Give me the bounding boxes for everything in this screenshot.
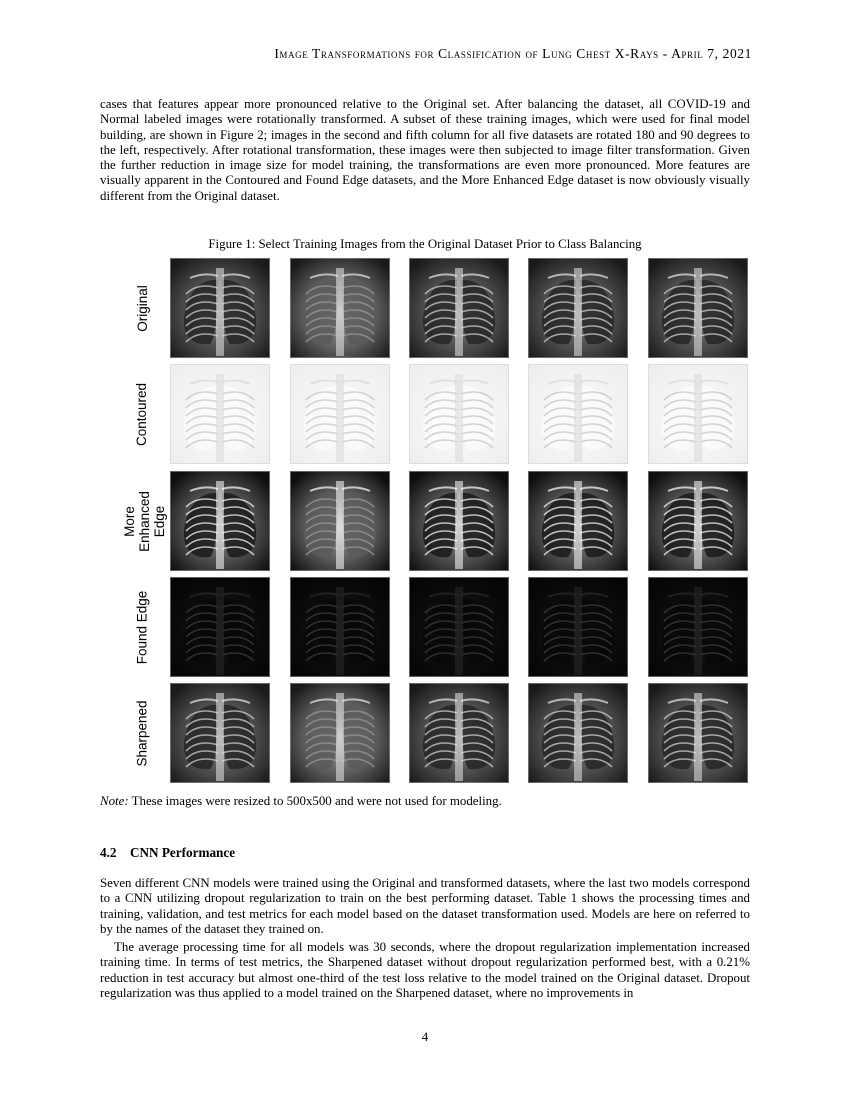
row-label-text: Contoured xyxy=(134,382,150,446)
xray-image-original-3 xyxy=(409,258,509,358)
xray-image-enhanced-3 xyxy=(409,471,509,571)
xray-image-found-1 xyxy=(170,577,270,677)
figure-caption: Figure 1: Select Training Images from the Original Dataset Prior to Class Balancing xyxy=(208,237,642,251)
xray-image-sharpened-4 xyxy=(528,683,628,783)
paragraph-2: Seven different CNN models were trained using the Original and transformed datasets, where the last two models correspond to a CNN utilizing dropout regularization to train on the best performing dataset. Table 1 shows the processing times and training, validation, and test metrics for each model based on the dataset transformation used. Models are here on referred to by the names of the dataset they trained on. xyxy=(100,876,750,936)
row-label-found xyxy=(132,577,152,677)
row-label-text: Original xyxy=(134,284,150,332)
row-label-text: More Enhanced Edge xyxy=(121,490,167,552)
xray-image-found-3 xyxy=(409,577,509,677)
row-label-original xyxy=(132,258,152,358)
xray-image-contoured-5 xyxy=(648,364,748,464)
xray-image-sharpened-3 xyxy=(409,683,509,783)
note-label: Note: xyxy=(100,794,129,808)
row-label-text: Sharpened xyxy=(134,699,150,767)
paragraph-1: cases that features appear more pronounced relative to the Original set. After balancing the dataset, all COVID-19 and Normal labeled images were rotationally transformed. A subset of these training images, which were used for final model building, are shown in Figure 2; images in the second and fifth column for all five datasets are rotated 180 and 90 degrees to the left, respectively. After rotational transformation, these images were then subjected to image filter transformation. Given the further reduction in image size for model training, the transformations are even more pronounced. More features are visually apparent in the Contoured and Found Edge datasets, and the More Enhanced Edge dataset is now obviously visually different from the Original dataset. xyxy=(100,97,750,203)
xray-image-original-5 xyxy=(648,258,748,358)
xray-image-contoured-2 xyxy=(290,364,390,464)
xray-image-contoured-4 xyxy=(528,364,628,464)
running-header: Image Transformations for Classification of Lung Chest X-Rays - April 7, 2021 xyxy=(274,46,752,61)
page-number: 4 xyxy=(421,1030,429,1044)
row-label-text: Found Edge xyxy=(134,590,150,664)
xray-image-sharpened-5 xyxy=(648,683,748,783)
xray-image-enhanced-1 xyxy=(170,471,270,571)
xray-image-enhanced-2 xyxy=(290,471,390,571)
xray-image-found-5 xyxy=(648,577,748,677)
figure-note xyxy=(100,794,502,809)
section-number: 4.2 xyxy=(100,845,117,860)
row-label-contoured xyxy=(132,364,152,464)
xray-image-found-2 xyxy=(290,577,390,677)
paragraph-3: The average processing time for all models was 30 seconds, where the dropout regularization implementation increased training time. In terms of test metrics, the Sharpened dataset without dropout regularization performed best, with a 0.21% reduction in test accuracy but almost one-third of the test loss relative to the model trained on the Original dataset. Dropout regularization was thus applied to a model trained on the Sharpened dataset, where no improvements in xyxy=(100,940,750,1000)
xray-image-sharpened-2 xyxy=(290,683,390,783)
note-text: These images were resized to 500x500 and were not used for modeling. xyxy=(128,794,502,808)
section-title: CNN Performance xyxy=(130,845,236,860)
xray-image-contoured-1 xyxy=(170,364,270,464)
row-label-sharpened xyxy=(132,683,152,783)
section-heading xyxy=(100,845,235,861)
xray-image-original-4 xyxy=(528,258,628,358)
xray-image-found-4 xyxy=(528,577,628,677)
row-label-enhanced xyxy=(120,471,168,571)
xray-image-sharpened-1 xyxy=(170,683,270,783)
xray-image-contoured-3 xyxy=(409,364,509,464)
xray-figure-grid xyxy=(100,254,760,784)
xray-image-enhanced-5 xyxy=(648,471,748,571)
xray-image-original-1 xyxy=(170,258,270,358)
xray-image-enhanced-4 xyxy=(528,471,628,571)
xray-image-original-2 xyxy=(290,258,390,358)
